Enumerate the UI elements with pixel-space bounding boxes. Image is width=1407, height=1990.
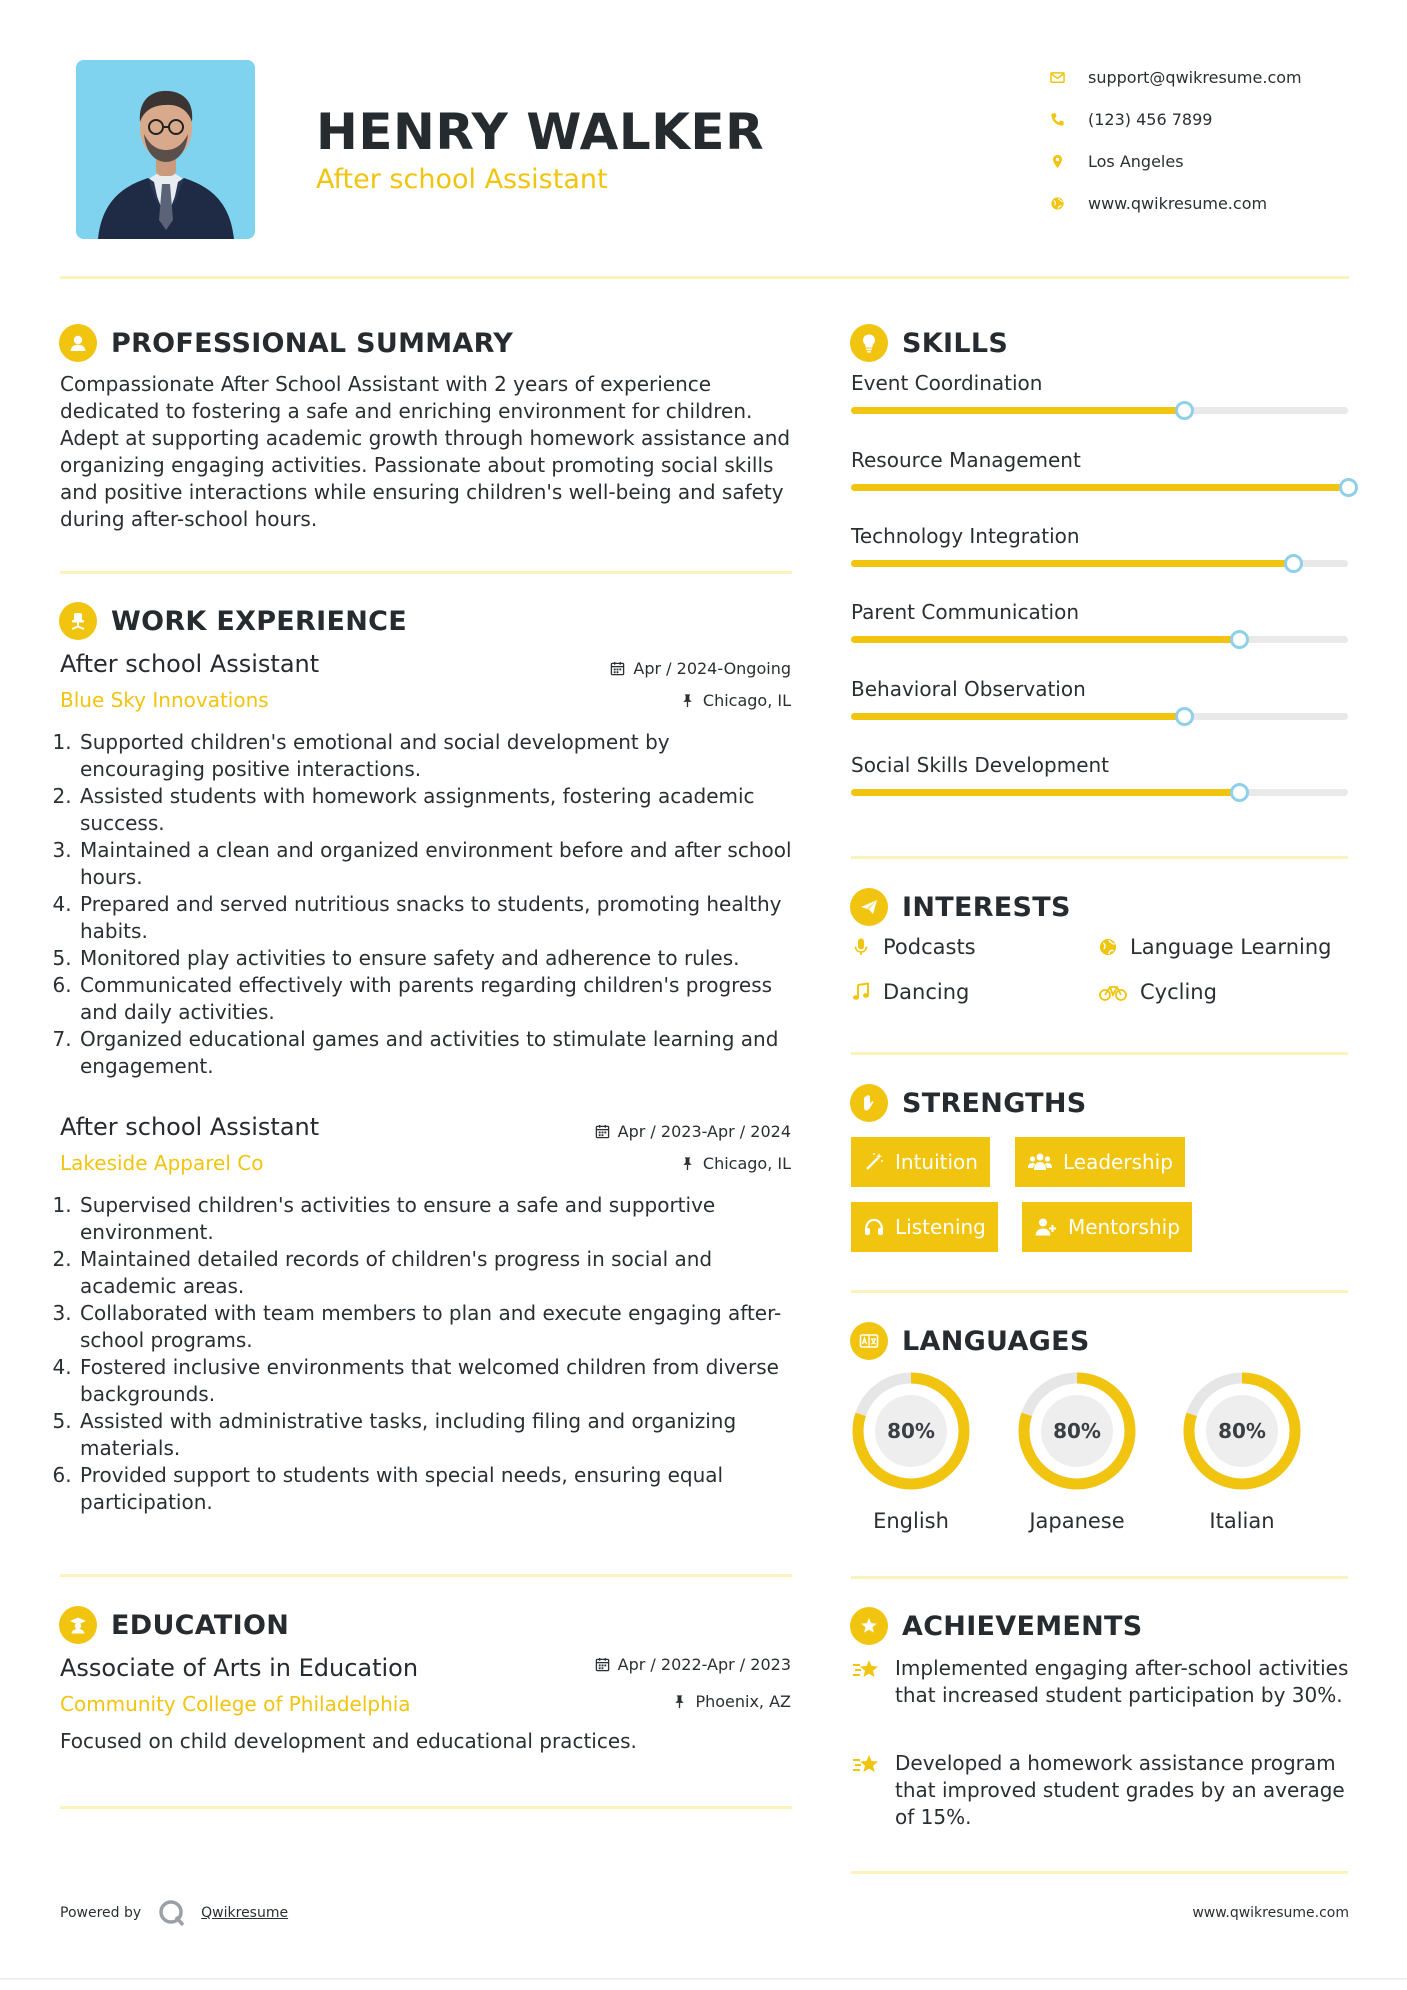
pushpin-icon — [680, 1156, 695, 1171]
interest-item — [851, 980, 969, 1004]
star-badge-icon — [850, 1607, 888, 1645]
skill-bar-knob — [1284, 554, 1303, 573]
job-1-location-text: Chicago, IL — [702, 691, 791, 710]
language-item — [851, 1371, 971, 1533]
education-title: EDUCATION — [111, 1609, 290, 1641]
summary-divider — [60, 571, 792, 574]
language-percent: 80% — [887, 1419, 935, 1443]
interests-heading — [850, 887, 1071, 927]
skill-item — [851, 600, 1348, 643]
profile-photo — [76, 60, 255, 239]
skill-bar-knob — [1230, 630, 1249, 649]
shooting-star-icon — [851, 1655, 881, 1685]
job-2-location — [500, 1154, 791, 1173]
skills-heading — [850, 323, 1008, 363]
contact-location-text: Los Angeles — [1088, 151, 1184, 171]
language-item — [1017, 1371, 1137, 1533]
interest-label: Cycling — [1140, 980, 1217, 1004]
interests-divider — [851, 1052, 1348, 1055]
list-item: 4. Fostered inclusive environments that welcomed children from diverse backgrounds. — [78, 1354, 800, 1408]
language-percent: 80% — [1218, 1419, 1266, 1443]
contact-email[interactable] — [1050, 56, 1380, 98]
language-name: English — [873, 1509, 949, 1533]
skill-name: Social Skills Development — [851, 753, 1110, 777]
education-heading — [59, 1605, 289, 1645]
achievement-text: Implemented engaging after-school activities that increased student participation by 30%. — [895, 1656, 1349, 1707]
skills-divider — [851, 856, 1348, 859]
music-icon — [851, 982, 871, 1002]
hand-icon — [850, 1084, 888, 1122]
skill-bar-knob — [1230, 783, 1249, 802]
summary-heading — [59, 323, 513, 363]
job-1-dates-text: Apr / 2024-Ongoing — [633, 659, 791, 678]
job-1-duties — [60, 729, 800, 1080]
strength-tag — [851, 1137, 990, 1187]
job-2-duties — [60, 1192, 800, 1516]
list-item: 1. Supported children's emotional and social development by encouraging positive interactions. — [78, 729, 800, 783]
strength-label: Leadership — [1063, 1150, 1173, 1174]
skills-title: SKILLS — [902, 327, 1009, 359]
achievements-title: ACHIEVEMENTS — [902, 1610, 1143, 1642]
strength-label: Listening — [895, 1215, 986, 1239]
skill-bar — [851, 636, 1348, 643]
contact-phone[interactable] — [1050, 98, 1380, 140]
language-ring — [851, 1371, 971, 1491]
job-2-company: Lakeside Apparel Co — [60, 1151, 264, 1175]
strength-tag — [1022, 1202, 1192, 1252]
summary-text: Compassionate After School Assistant with 2 years of experience dedicated to fostering a safe and enriching environment for children. Adept at supporting academic growth through homework assistance and organizing engaging activities. Passionate about promoting social skills and positive interactions while ensuring children's well-being and safety during after-school hours. — [60, 372, 791, 531]
language-ring — [1017, 1371, 1137, 1491]
powered-by-text: Powered by — [60, 1905, 142, 1921]
list-item: 3. Maintained a clean and organized environment before and after school hours. — [78, 837, 800, 891]
contact-website[interactable] — [1050, 182, 1380, 224]
education-degree: Associate of Arts in Education — [60, 1654, 419, 1682]
job-1-title: After school Assistant — [60, 650, 320, 678]
strength-tag — [851, 1202, 998, 1252]
skill-name: Event Coordination — [851, 371, 1043, 395]
list-item: 5. Monitored play activities to ensure safety and adherence to rules. — [78, 945, 800, 972]
phone-icon — [1050, 112, 1088, 127]
skill-bar-fill — [851, 484, 1348, 491]
skill-item — [851, 753, 1348, 796]
footer-powered-by — [60, 1898, 288, 1928]
contact-phone-text: (123) 456 7899 — [1088, 109, 1213, 129]
page-bottom-rule — [0, 1978, 1407, 1980]
languages-heading — [850, 1321, 1090, 1361]
magic-wand-icon — [863, 1151, 885, 1173]
work-title: WORK EXPERIENCE — [111, 605, 407, 637]
list-item: 7. Organized educational games and activities to stimulate learning and engagement. — [78, 1026, 800, 1080]
achievement-item — [851, 1750, 1351, 1831]
map-pin-icon — [1050, 154, 1088, 169]
job-2-location-text: Chicago, IL — [702, 1154, 791, 1173]
job-1-company: Blue Sky Innovations — [60, 688, 269, 712]
microphone-icon — [851, 937, 871, 957]
candidate-name: HENRY WALKER — [316, 103, 765, 161]
summary-title: PROFESSIONAL SUMMARY — [111, 327, 514, 359]
skill-bar-fill — [851, 713, 1184, 720]
education-description: Focused on child development and educational practices. — [60, 1729, 637, 1753]
interest-item — [1098, 980, 1217, 1004]
education-dates — [500, 1655, 791, 1674]
skill-bar-knob — [1339, 478, 1358, 497]
achievements-heading — [850, 1606, 1143, 1646]
list-item: 3. Collaborated with team members to plan and execute engaging after-school programs. — [78, 1300, 800, 1354]
education-location-text: Phoenix, AZ — [695, 1692, 791, 1711]
list-item: 2. Assisted students with homework assignments, fostering academic success. — [78, 783, 800, 837]
list-item: 5. Assisted with administrative tasks, including filing and organizing materials. — [78, 1408, 800, 1462]
calendar-icon — [595, 1124, 610, 1139]
pushpin-icon — [680, 693, 695, 708]
interest-label: Dancing — [883, 980, 970, 1004]
skill-bar — [851, 713, 1348, 720]
list-item: 2. Maintained detailed records of children's progress in social and academic areas. — [78, 1246, 800, 1300]
work-heading — [59, 601, 407, 641]
interest-item — [851, 935, 976, 959]
header-divider — [60, 276, 1349, 279]
calendar-icon — [595, 1657, 610, 1672]
language-item — [1182, 1371, 1302, 1533]
language-name: Japanese — [1029, 1509, 1125, 1533]
skill-bar-knob — [1175, 707, 1194, 726]
job-1-location — [500, 691, 791, 710]
skill-item — [851, 448, 1348, 491]
qwikresume-logo-icon — [157, 1898, 187, 1928]
education-location — [500, 1692, 791, 1711]
job-2-title: After school Assistant — [60, 1113, 320, 1141]
globe-icon — [1050, 196, 1088, 211]
shooting-star-icon — [851, 1750, 881, 1780]
skill-bar — [851, 407, 1348, 414]
language-ring — [1182, 1371, 1302, 1491]
skill-name: Resource Management — [851, 448, 1081, 472]
strength-tag — [1015, 1137, 1185, 1187]
interest-item — [1098, 935, 1331, 959]
pushpin-icon — [672, 1694, 687, 1709]
users-icon — [1027, 1151, 1053, 1173]
list-item: 1. Supervised children's activities to ensure a safe and supportive environment. — [78, 1192, 800, 1246]
language-percent: 80% — [1053, 1419, 1101, 1443]
education-dates-text: Apr / 2022-Apr / 2023 — [617, 1655, 791, 1674]
strengths-heading — [850, 1083, 1087, 1123]
education-divider — [60, 1806, 792, 1809]
skill-bar-fill — [851, 636, 1239, 643]
graduate-icon — [59, 1606, 97, 1644]
paper-plane-icon — [850, 888, 888, 926]
skill-item — [851, 524, 1348, 567]
qwikresume-link[interactable]: Qwikresume — [201, 1905, 289, 1921]
skill-name: Technology Integration — [851, 524, 1080, 548]
candidate-title: After school Assistant — [316, 164, 608, 195]
skill-bar-fill — [851, 560, 1293, 567]
skill-bar — [851, 560, 1348, 567]
user-plus-icon — [1034, 1216, 1058, 1238]
education-school: Community College of Philadelphia — [60, 1692, 411, 1716]
language-name: Italian — [1209, 1509, 1275, 1533]
language-icon — [850, 1322, 888, 1360]
lightbulb-icon — [850, 324, 888, 362]
skill-item — [851, 677, 1348, 720]
envelope-icon — [1050, 70, 1088, 85]
calendar-icon — [610, 661, 625, 676]
achievements-divider — [851, 1871, 1348, 1874]
achievement-item — [851, 1655, 1351, 1709]
job-2-dates — [500, 1122, 791, 1141]
user-icon — [59, 324, 97, 362]
list-item: 6. Communicated effectively with parents regarding children's progress and daily activities. — [78, 972, 800, 1026]
headphones-icon — [863, 1216, 885, 1238]
globe-icon — [1098, 937, 1118, 957]
office-chair-icon — [59, 602, 97, 640]
skill-bar — [851, 484, 1348, 491]
skill-item — [851, 371, 1348, 414]
contact-list — [1050, 56, 1380, 224]
job-1-dates — [500, 659, 791, 678]
skill-name: Parent Communication — [851, 600, 1080, 624]
contact-website-text: www.qwikresume.com — [1088, 193, 1268, 213]
work-divider — [60, 1574, 792, 1577]
skill-bar-fill — [851, 407, 1184, 414]
skill-name: Behavioral Observation — [851, 677, 1086, 701]
job-2-dates-text: Apr / 2023-Apr / 2024 — [617, 1122, 791, 1141]
list-item: 4. Prepared and served nutritious snacks to students, promoting healthy habits. — [78, 891, 800, 945]
contact-email-text: support@qwikresume.com — [1088, 67, 1302, 87]
interest-label: Language Learning — [1130, 935, 1332, 959]
list-item: 6. Provided support to students with special needs, ensuring equal participation. — [78, 1462, 800, 1516]
strength-label: Intuition — [895, 1150, 978, 1174]
achievement-text: Developed a homework assistance program that improved student grades by an average of 15%. — [895, 1751, 1345, 1829]
languages-title: LANGUAGES — [902, 1325, 1090, 1357]
strengths-divider — [851, 1290, 1348, 1293]
contact-location — [1050, 140, 1380, 182]
bicycle-icon — [1098, 982, 1128, 1002]
languages-divider — [851, 1576, 1348, 1579]
strengths-title: STRENGTHS — [902, 1087, 1087, 1119]
interests-title: INTERESTS — [902, 891, 1071, 923]
interest-label: Podcasts — [883, 935, 976, 959]
strength-label: Mentorship — [1068, 1215, 1180, 1239]
skill-bar-fill — [851, 789, 1239, 796]
skill-bar — [851, 789, 1348, 796]
footer-website-link[interactable]: www.qwikresume.com — [1192, 1905, 1349, 1921]
skill-bar-knob — [1175, 401, 1194, 420]
